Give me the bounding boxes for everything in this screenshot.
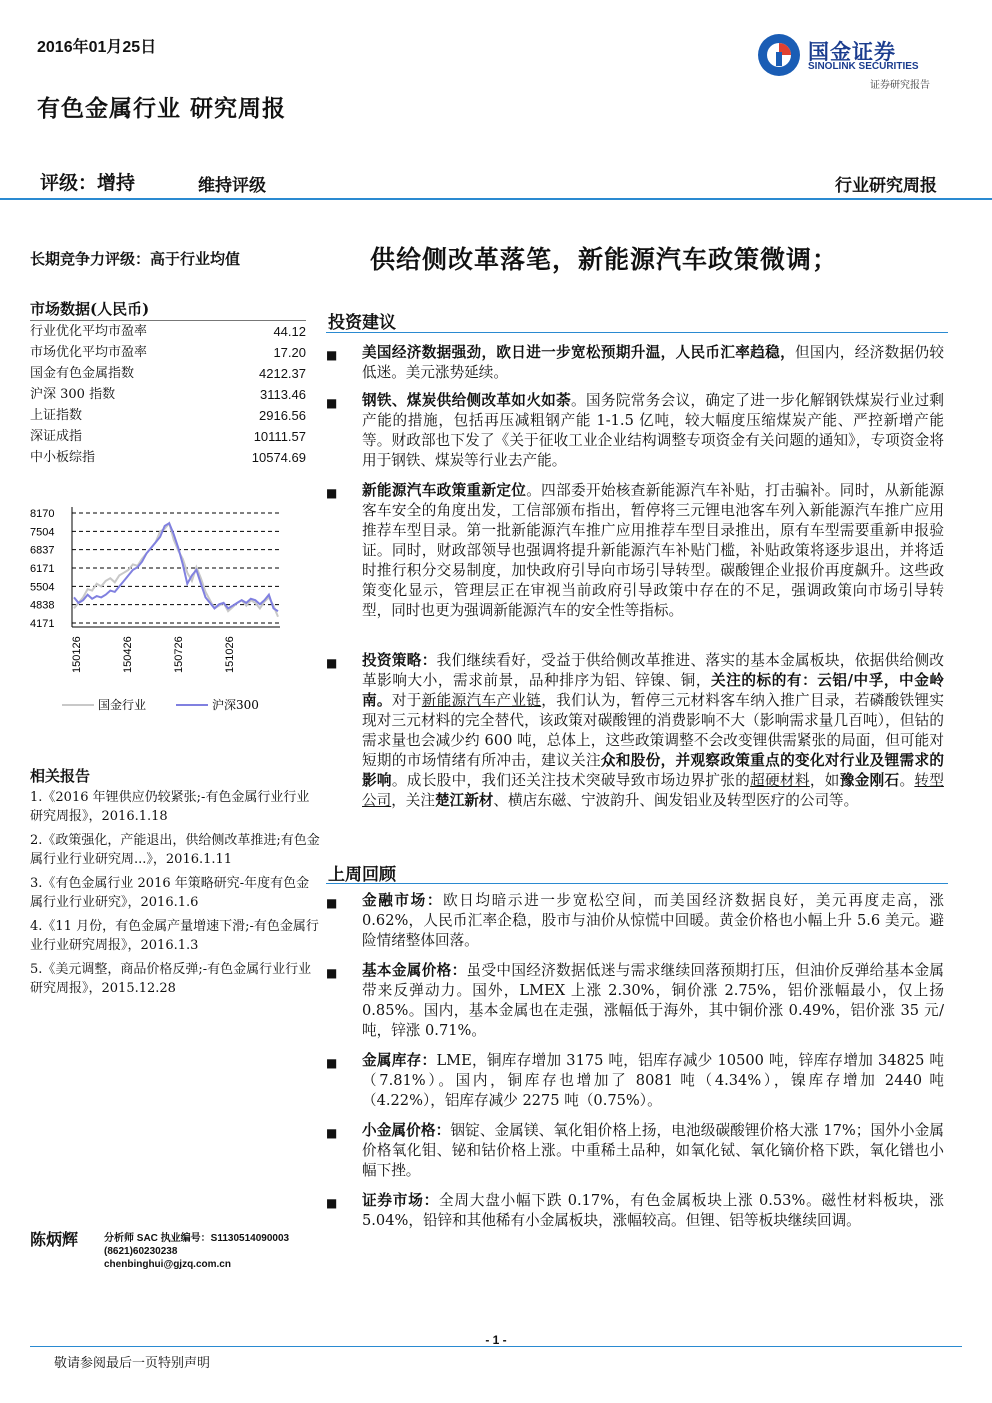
industry-title: 有色金属行业 研究周报 [37,95,287,122]
chart-x-tick-label: 150126 [71,636,83,673]
related-report-item[interactable]: 4.《11 月份，有色金属产量增速下滑;-有色金属行业行业研究周报》，2016.1.3 [30,919,319,953]
section-title-review: 上周回顾 [328,865,396,885]
bullet-square-icon: ■ [326,348,338,362]
headline: 供给侧改革落笔，新能源汽车政策微调； [370,245,839,274]
related-report-item[interactable]: 2.《政策强化，产能退出，供给侧改革推进;有色金属行业行业研究周...》，2016.1.11 [30,833,320,867]
chart-y-tick-label: 4838 [30,599,55,612]
bullet-square-icon: ■ [326,1056,338,1070]
market-data-table [30,320,306,468]
chart-legend-label: 沪深300 [212,698,259,712]
market-row: 国金有色金属指数 4212.37 [30,366,306,381]
chart-series-line [74,523,278,611]
analyst-id: 分析师 SAC 执业编号：S1130514090003 [104,1233,290,1244]
bullet-square-icon: ■ [326,966,338,980]
related-reports-title: 相关报告 [30,767,91,785]
logo-english: SINOLINK SECURITIES [808,61,919,72]
chart-x-tick-label: 150726 [173,636,185,673]
market-row: 上证指数 2916.56 [30,408,306,423]
logo-name: 国金证券 [808,40,896,64]
bullet-square-icon: ■ [326,1126,338,1140]
section-divider [326,883,948,884]
bullet-square-icon: ■ [326,656,338,670]
long-term-rating: 长期竞争力评级：高于行业均值 [30,250,241,268]
chart-y-tick-label: 7504 [30,526,55,539]
related-report-item[interactable]: 5.《美元调整，商品价格反弹;-有色金属行业行业研究周报》，2015.12.28 [30,962,312,996]
market-row: 中小板综指 10574.69 [30,450,306,465]
chart-x-tick-label: 151026 [224,636,236,673]
market-row: 行业优化平均市盈率 44.12 [30,324,306,339]
logo-subtitle: 证券研究报告 [870,80,930,91]
page-number: - 1 - [485,1333,507,1347]
section-divider [326,332,948,333]
rating-note: 维持评级 [198,176,266,196]
bullet-square-icon: ■ [326,396,338,410]
analyst-phone: (8621)60230238 [104,1246,178,1257]
sinolink-logo-icon [756,32,802,78]
chart-legend-label: 国金行业 [98,698,147,712]
rating-label: 评级：增持 [40,172,136,194]
market-data-title: 市场数据(人民币) [30,300,150,318]
analyst-info [104,1232,289,1271]
market-row: 市场优化平均市盈率 17.20 [30,345,306,360]
chart-x-tick-label: 150426 [122,636,134,673]
report-date: 2016年01月25日 [37,39,157,56]
chart-y-tick-label: 8170 [30,508,55,520]
chart-y-tick-label: 6837 [30,544,55,557]
related-report-item[interactable]: 1.《2016 年锂供应仍较紧张;-有色金属行业行业研究周报》，2016.1.18 [30,790,310,824]
analyst-email[interactable]: chenbinghui@gjzq.com.cn [104,1259,231,1270]
disclaimer: 敬请参阅最后一页特别声明 [54,1356,211,1371]
section-title-investment: 投资建议 [328,313,396,333]
market-row: 深证成指 10111.57 [30,429,306,444]
company-logo [756,30,956,92]
chart-y-tick-label: 4171 [30,618,55,630]
bullet-square-icon: ■ [326,1196,338,1210]
chart-y-tick-label: 5504 [30,581,55,594]
bullet-square-icon: ■ [326,896,338,910]
market-row: 沪深 300 指数 3113.46 [30,387,306,402]
related-reports-list [30,788,320,1003]
report-type: 行业研究周报 [835,176,937,196]
footer-divider [30,1346,962,1347]
bullet-square-icon: ■ [326,486,338,500]
index-chart [26,495,316,730]
chart-y-tick-label: 6171 [30,563,55,575]
related-report-item[interactable]: 3.《有色金属行业 2016 年策略研究-年度有色金属行业行业研究》，2016.1.6 [30,876,310,910]
analyst-name: 陈炳辉 [30,1230,79,1249]
